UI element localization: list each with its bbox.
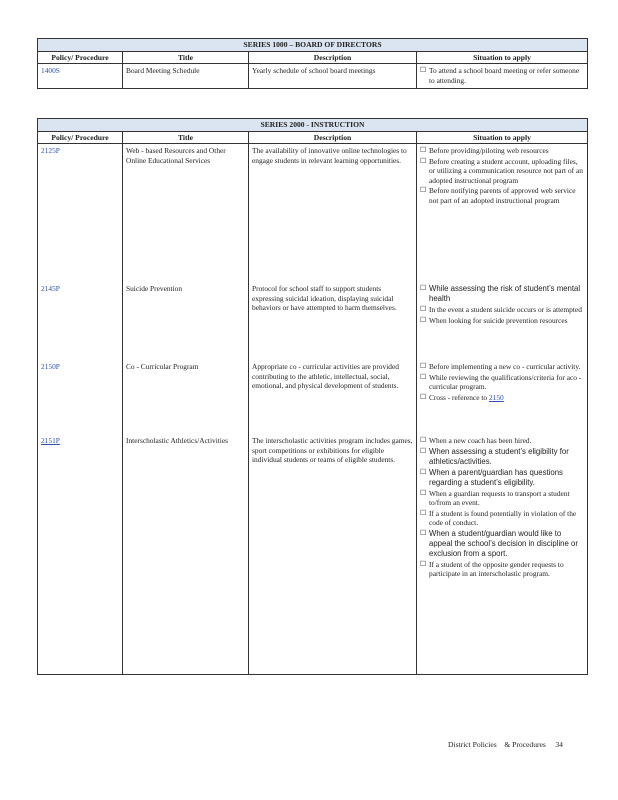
situation-item: In the event a student suicide occurs or is attempted <box>429 305 582 315</box>
checkbox-bullet-icon: ☐ <box>420 436 427 445</box>
series-1000-table <box>37 38 588 89</box>
checkbox-bullet-icon: ☐ <box>420 528 427 537</box>
policy-description: Appropriate co - curricular activities are provided contributing to the athletic, intellectual, social, emotional, and physical development of students. <box>249 360 417 434</box>
situation-list <box>417 282 588 360</box>
checkbox-bullet-icon: ☐ <box>420 66 427 75</box>
policy-code: 2145P <box>41 284 60 294</box>
column-header-description: Description <box>249 131 417 144</box>
checkbox-bullet-icon: ☐ <box>420 186 427 195</box>
situation-item: To attend a school board meeting or refer someone to attending. <box>429 66 580 85</box>
situation-list <box>417 64 588 89</box>
situation-item: When a parent/guardian has questions regarding a student’s eligibility. <box>429 467 563 487</box>
table-row <box>38 360 588 434</box>
situation-list <box>417 434 588 675</box>
series-title: SERIES 2000 - INSTRUCTION <box>38 119 588 132</box>
policy-title: Web - based Resources and Other Online Educational Services <box>123 144 249 283</box>
checkbox-bullet-icon: ☐ <box>420 446 427 455</box>
situation-item: If a student is found potentially in violation of the code of conduct. <box>429 508 577 528</box>
cross-reference-link[interactable]: 2150 <box>488 392 504 402</box>
situation-item: If a student of the opposite gender requests to participate in an interscholastic program. <box>429 559 564 579</box>
situation-item: Before implementing a new co - curricular activity. <box>429 362 581 372</box>
policy-description: Yearly schedule of school board meetings <box>249 64 417 89</box>
policy-description: Protocol for school staff to support students expressing suicidal ideation, displaying suicidal behaviors or have attempted to harm themselves. <box>249 282 417 360</box>
situation-list <box>417 360 588 434</box>
series-2000-table <box>37 118 588 675</box>
situation-item: Before providing/piloting web resources <box>429 146 549 156</box>
series-title: SERIES 1000 – BOARD OF DIRECTORS <box>38 39 588 52</box>
checkbox-bullet-icon: ☐ <box>420 467 427 476</box>
policy-code: 2125P <box>41 146 60 156</box>
checkbox-bullet-icon: ☐ <box>420 392 427 401</box>
column-header-policy: Policy/ Procedure <box>38 131 123 144</box>
situation-item: While assessing the risk of student’s mental health <box>429 284 581 304</box>
situation-list <box>417 144 588 283</box>
situation-item: When a new coach has been hired. <box>429 436 532 446</box>
policy-title: Interscholastic Athletics/Activities <box>123 434 249 675</box>
situation-item: When looking for suicide prevention resources <box>429 315 568 325</box>
situation-item: When assessing a student’s eligibility for athletics/activities. <box>429 446 569 466</box>
situation-item: When a student/guardian would like to appeal the school’s decision in discipline or exclusion from a sport. <box>429 528 578 558</box>
situation-item: Before creating a student account, uploading files, or utilizing a communication resource not part of an adopted instructional program <box>429 156 583 185</box>
checkbox-bullet-icon: ☐ <box>420 305 427 314</box>
checkbox-bullet-icon: ☐ <box>420 284 427 293</box>
policy-code: 2150P <box>41 362 60 372</box>
column-header-description: Description <box>249 51 417 64</box>
checkbox-bullet-icon: ☐ <box>420 508 427 517</box>
page-number: 34 <box>555 740 563 749</box>
policy-title: Co - Curricular Program <box>123 360 249 434</box>
page-footer <box>448 740 563 749</box>
situation-item: Cross - reference to <box>429 392 488 402</box>
checkbox-bullet-icon: ☐ <box>420 372 427 381</box>
checkbox-bullet-icon: ☐ <box>420 362 427 371</box>
situation-item: Before notifying parents of approved web service not part of an adopted instructional program <box>429 186 576 205</box>
footer-title: District Policies <box>448 740 497 749</box>
column-header-title: Title <box>123 131 249 144</box>
column-header-title: Title <box>123 51 249 64</box>
checkbox-bullet-icon: ☐ <box>420 156 427 165</box>
situation-item: While reviewing the qualifications/criteria for aco - curricular program. <box>429 372 582 392</box>
policy-description: The interscholastic activities program includes games, sport competitions or exhibitions for eligible individual students or teams of eligible students. <box>249 434 417 675</box>
table-row <box>38 434 588 675</box>
policy-title: Suicide Prevention <box>123 282 249 360</box>
column-header-situation: Situation to apply <box>417 131 588 144</box>
policy-title: Board Meeting Schedule <box>123 64 249 89</box>
checkbox-bullet-icon: ☐ <box>420 315 427 324</box>
footer-subtitle: & Procedures <box>504 740 546 749</box>
policy-code-link[interactable]: 2151P <box>41 436 60 446</box>
table-row <box>38 144 588 283</box>
checkbox-bullet-icon: ☐ <box>420 559 427 568</box>
checkbox-bullet-icon: ☐ <box>420 488 427 497</box>
column-header-situation: Situation to apply <box>417 51 588 64</box>
table-row <box>38 282 588 360</box>
checkbox-bullet-icon: ☐ <box>420 146 427 155</box>
column-header-policy: Policy/ Procedure <box>38 51 123 64</box>
situation-item: When a guardian requests to transport a student to/from an event. <box>429 488 570 508</box>
table-row <box>38 64 588 89</box>
policy-code: 1400S <box>41 66 60 76</box>
policy-description: The availability of innovative online technologies to engage students in relevant learning opportunities. <box>249 144 417 283</box>
